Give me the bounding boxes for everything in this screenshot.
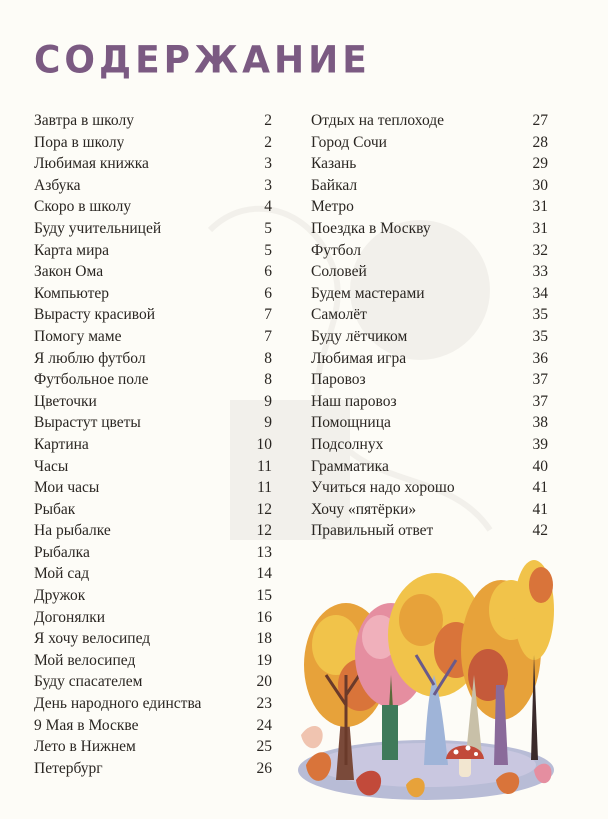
toc-entry	[34, 499, 272, 521]
toc-entry-title: Закон Ома	[34, 263, 104, 281]
toc-entry	[34, 369, 272, 391]
toc-entry-page-number: 37	[532, 371, 548, 389]
toc-entry	[34, 715, 272, 737]
toc-entry-title: Помощница	[311, 414, 391, 432]
toc-entry-page-number: 15	[256, 587, 272, 605]
toc-entry	[34, 542, 272, 564]
toc-entry-title: Рыбалка	[34, 543, 90, 561]
toc-entry	[34, 132, 272, 154]
toc-entry-title: Картина	[34, 435, 89, 453]
toc-entry	[34, 758, 272, 780]
toc-entry	[311, 110, 548, 132]
toc-entry-page-number: 8	[264, 349, 272, 367]
toc-entry	[34, 477, 272, 499]
toc-entry-page-number: 35	[532, 306, 548, 324]
toc-entry-page-number: 24	[256, 716, 272, 734]
toc-entry-page-number: 26	[256, 759, 272, 777]
toc-entry-page-number: 25	[256, 738, 272, 756]
toc-entry-page-number: 12	[256, 522, 272, 540]
toc-entry	[34, 261, 272, 283]
toc-entry	[311, 348, 548, 370]
toc-entry-page-number: 31	[532, 198, 548, 216]
toc-entry-page-number: 3	[264, 155, 272, 173]
toc-entry-page-number: 8	[264, 371, 272, 389]
toc-entry-title: Буду спасателем	[34, 673, 143, 691]
toc-entry	[34, 196, 272, 218]
toc-entry-title: Байкал	[311, 176, 358, 194]
toc-entry-page-number: 12	[256, 500, 272, 518]
toc-entry-page-number: 6	[264, 263, 272, 281]
toc-entry	[311, 240, 548, 262]
toc-entry-page-number: 2	[264, 133, 272, 151]
toc-entry-title: Я хочу велосипед	[34, 630, 151, 648]
toc-entry-page-number: 4	[264, 198, 272, 216]
toc-entry	[34, 240, 272, 262]
toc-entry-title: Соловей	[311, 263, 367, 281]
toc-entry	[34, 736, 272, 758]
toc-entry-page-number: 3	[264, 176, 272, 194]
toc-entry	[34, 326, 272, 348]
toc-entry-page-number: 35	[532, 327, 548, 345]
toc-entry-page-number: 14	[256, 565, 272, 583]
toc-entry-page-number: 7	[264, 306, 272, 324]
toc-entry	[34, 391, 272, 413]
toc-entry-page-number: 9	[264, 414, 272, 432]
toc-entry-title: Помогу маме	[34, 327, 122, 345]
toc-entry-title: Будем мастерами	[311, 284, 425, 302]
toc-entry-title: Вырасту красивой	[34, 306, 156, 324]
toc-entry-page-number: 28	[532, 133, 548, 151]
toc-entry-title: Наш паровоз	[311, 392, 397, 410]
toc-entry	[311, 412, 548, 434]
toc-entry-title: Казань	[311, 155, 357, 173]
toc-entry-title: Компьютер	[34, 284, 109, 302]
toc-entry-page-number: 6	[264, 284, 272, 302]
toc-entry-page-number: 42	[532, 522, 548, 540]
toc-entry	[34, 650, 272, 672]
toc-entry-title: Самолёт	[311, 306, 367, 324]
toc-entry-page-number: 41	[532, 500, 548, 518]
toc-entry-title: Грамматика	[311, 457, 389, 475]
toc-entry-title: Подсолнух	[311, 435, 384, 453]
toc-entry	[34, 218, 272, 240]
toc-entry-page-number: 34	[532, 284, 548, 302]
toc-entry-page-number: 19	[256, 651, 272, 669]
toc-entry-title: Метро	[311, 198, 354, 216]
toc-entry	[34, 348, 272, 370]
toc-entry-title: Мой сад	[34, 565, 90, 583]
toc-entry-title: Я люблю футбол	[34, 349, 146, 367]
toc-entry	[311, 175, 548, 197]
toc-entry	[311, 391, 548, 413]
toc-entry-page-number: 7	[264, 327, 272, 345]
toc-entry-title: Футбольное поле	[34, 371, 149, 389]
toc-entry-page-number: 2	[264, 112, 272, 129]
toc-entry-title: Поездка в Москву	[311, 219, 431, 237]
toc-entry-title: Буду лётчиком	[311, 327, 408, 345]
toc-entry	[311, 304, 548, 326]
toc-entry-title: Петербург	[34, 759, 103, 777]
toc-entry-page-number: 5	[264, 219, 272, 237]
toc-entry-page-number: 36	[532, 349, 548, 367]
toc-entry-title: Часы	[34, 457, 69, 475]
toc-entry-title: Цветочки	[34, 392, 97, 410]
toc-entry-title: Правильный ответ	[311, 522, 434, 540]
toc-entry-title: Догонялки	[34, 608, 106, 626]
toc-entry	[34, 434, 272, 456]
toc-entry-page-number: 32	[532, 241, 548, 259]
toc-entry-page-number: 13	[256, 543, 272, 561]
toc-entry-title: Скоро в школу	[34, 198, 132, 216]
toc-right-column	[311, 110, 548, 542]
toc-entry-page-number: 23	[256, 695, 272, 713]
toc-entry	[34, 153, 272, 175]
toc-entry-page-number: 33	[532, 263, 548, 281]
toc-entry-page-number: 37	[532, 392, 548, 410]
toc-entry	[34, 607, 272, 629]
toc-entry-page-number: 29	[532, 155, 548, 173]
toc-entry-title: Паровоз	[311, 371, 366, 389]
toc-entry-title: День народного единства	[34, 695, 202, 713]
toc-entry-title: Любимая игра	[311, 349, 407, 367]
toc-entry-title: Пора в школу	[34, 133, 125, 151]
toc-entry	[34, 520, 272, 542]
toc-entry-title: Футбол	[311, 241, 361, 259]
toc-entry	[34, 693, 272, 715]
toc-entry-page-number: 16	[256, 608, 272, 626]
toc-entry	[311, 520, 548, 542]
toc-entry-page-number: 38	[532, 414, 548, 432]
toc-entry-title: Учиться надо хорошо	[311, 479, 455, 497]
toc-entry	[34, 283, 272, 305]
toc-entry-title: Буду учительницей	[34, 219, 162, 237]
toc-entry	[311, 196, 548, 218]
toc-entry	[311, 456, 548, 478]
toc-entry-title: Рыбак	[34, 500, 76, 518]
toc-entry-page-number: 27	[532, 112, 548, 129]
toc-entry-title: 9 Мая в Москве	[34, 716, 139, 734]
toc-entry	[34, 585, 272, 607]
toc-entry	[34, 175, 272, 197]
toc-entry-title: Вырастут цветы	[34, 414, 141, 432]
toc-entry	[34, 671, 272, 693]
toc-entry	[34, 563, 272, 585]
toc-entry	[311, 369, 548, 391]
toc-entry-page-number: 39	[532, 435, 548, 453]
autumn-forest-illustration	[296, 555, 556, 805]
toc-entry	[311, 132, 548, 154]
toc-entry	[34, 110, 272, 132]
toc-entry-title: Карта мира	[34, 241, 110, 259]
toc-entry	[311, 283, 548, 305]
toc-entry-title: Мой велосипед	[34, 651, 136, 669]
toc-entry-title: Отдых на теплоходе	[311, 112, 445, 129]
toc-entry	[311, 499, 548, 521]
toc-entry	[311, 477, 548, 499]
toc-entry-title: Азбука	[34, 176, 81, 194]
toc-entry-page-number: 18	[256, 630, 272, 648]
toc-entry-page-number: 5	[264, 241, 272, 259]
toc-entry-page-number: 9	[264, 392, 272, 410]
toc-entry	[311, 218, 548, 240]
toc-entry-page-number: 41	[532, 479, 548, 497]
toc-entry-title: Мои часы	[34, 479, 100, 497]
toc-entry	[34, 628, 272, 650]
toc-entry-page-number: 10	[256, 435, 272, 453]
toc-entry-page-number: 11	[257, 457, 272, 475]
page-title: СОДЕРЖАНИЕ	[34, 38, 371, 83]
toc-entry-title: Лето в Нижнем	[34, 738, 136, 756]
toc-entry-page-number: 40	[532, 457, 548, 475]
toc-entry-page-number: 20	[256, 673, 272, 691]
toc-entry-title: Завтра в школу	[34, 112, 134, 129]
toc-entry	[34, 412, 272, 434]
toc-entry	[311, 434, 548, 456]
toc-entry-title: Дружок	[34, 587, 86, 605]
toc-entry	[311, 326, 548, 348]
toc-entry-title: Город Сочи	[311, 133, 387, 151]
toc-entry-title: На рыбалке	[34, 522, 111, 540]
toc-entry-page-number: 30	[532, 176, 548, 194]
toc-left-column	[34, 110, 272, 779]
toc-entry	[311, 261, 548, 283]
toc-entry-page-number: 11	[257, 479, 272, 497]
toc-entry-title: Любимая книжка	[34, 155, 149, 173]
toc-entry	[34, 456, 272, 478]
toc-entry-title: Хочу «пятёрки»	[311, 500, 417, 518]
toc-entry-page-number: 31	[532, 219, 548, 237]
toc-entry	[34, 304, 272, 326]
toc-entry	[311, 153, 548, 175]
